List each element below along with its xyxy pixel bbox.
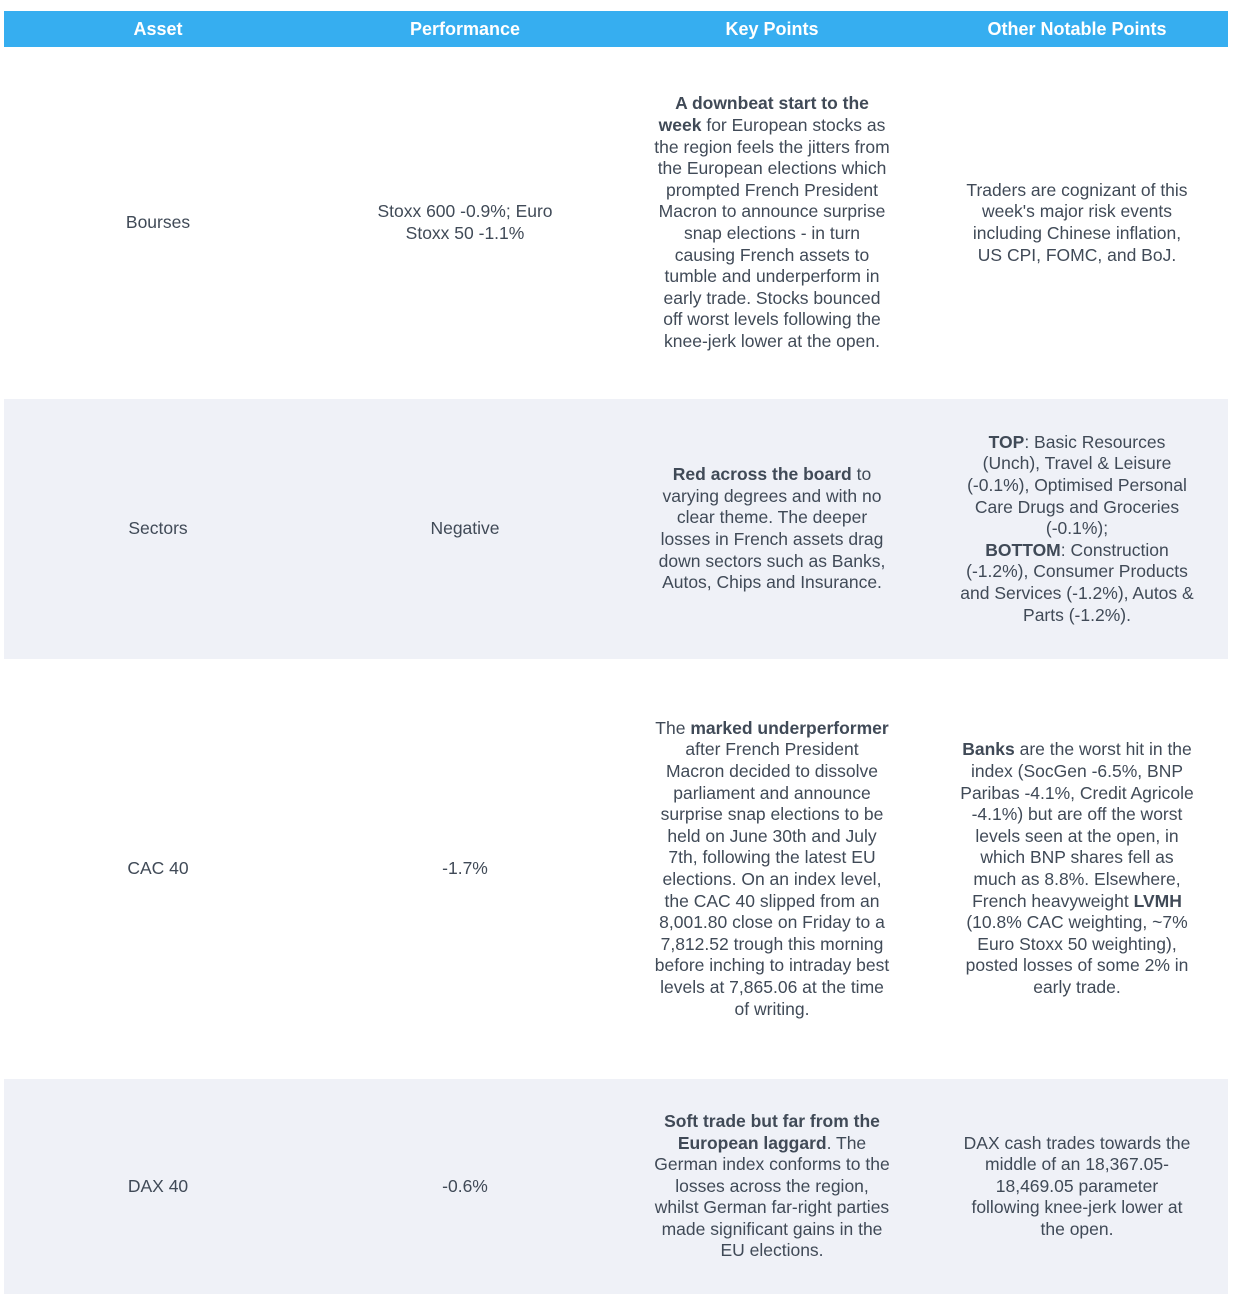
bottom-sectors-text: : Construction (-1.2%), Consumer Products and Services (-1.2%), Autos & Parts (-1.2%). — [960, 539, 1194, 625]
table-body — [4, 47, 1228, 1294]
key-points-cell — [618, 1079, 926, 1294]
other-points-text: Traders are cognizant of this week's major risk events including Chinese inflation, US CPI, FOMC, and BoJ. — [966, 179, 1188, 265]
key-points-text — [654, 93, 890, 352]
lvmh-text: (10.8% CAC weighting, ~7% Euro Stoxx 50 weighting), posted losses of some 2% in early trade. — [965, 912, 1189, 997]
other-points-text — [960, 739, 1194, 998]
performance-cell — [312, 1079, 618, 1294]
key-points-emphasis: marked underperformer — [690, 717, 889, 738]
performance-text: Stoxx 600 -0.9%; Euro Stoxx 50 -1.1% — [377, 201, 553, 243]
header-other-points: Other Notable Points — [926, 11, 1228, 47]
performance-cell — [312, 659, 618, 1079]
other-points-cell — [926, 399, 1228, 659]
key-points-emphasis: A downbeat start to the week — [658, 93, 869, 136]
key-points-cell — [618, 659, 926, 1079]
key-points-cell — [618, 399, 926, 659]
asset-cell: Sectors — [4, 399, 312, 659]
table-row — [4, 47, 1228, 399]
performance-cell — [312, 399, 618, 659]
bottom-label: BOTTOM — [985, 539, 1061, 560]
lvmh-emphasis: LVMH — [1133, 890, 1182, 911]
header-performance: Performance — [312, 11, 618, 47]
key-points-body: to varying degrees and with no clear theme. The deeper losses in French assets drag down sectors such as Banks, Autos, Chips and Insurance. — [658, 464, 886, 593]
key-points-body: . The German index conforms to the losses across the region, whilst German far-right parties made significant gains in the EU elections. — [654, 1132, 890, 1261]
other-points-cell — [926, 47, 1228, 399]
table-row — [4, 399, 1228, 659]
other-points-text — [960, 432, 1194, 626]
performance-text: -1.7% — [442, 858, 488, 879]
other-points-cell — [926, 659, 1228, 1079]
banks-text: are the worst hit in the index (SocGen -6.5%, BNP Paribas -4.1%, Credit Agricole -4.1%) but are off the worst levels seen at the open, in which BNP shares fell as much as 8.8%. Elsewhere, French heavyweight — [960, 739, 1194, 911]
header-key-points: Key Points — [618, 11, 926, 47]
asset-cell: CAC 40 — [127, 858, 189, 879]
performance-cell — [312, 47, 618, 399]
banks-emphasis: Banks — [962, 739, 1015, 760]
top-label: TOP — [988, 431, 1025, 452]
key-points-emphasis: Soft trade but far from the European laggard — [664, 1110, 880, 1153]
key-points-cell — [618, 47, 926, 399]
key-points-body: for European stocks as the region feels the jitters from the European elections which prompted French President Macron to announce surprise snap elections - in turn causing French assets to tumble and underperform in early trade. Stocks bounced off worst levels following the knee-jerk lower at the open. — [654, 115, 890, 351]
asset-cell: DAX 40 — [4, 1079, 312, 1294]
other-points-text: DAX cash trades towards the middle of an 18,367.05-18,469.05 parameter following knee-jerk lower at the open. — [963, 1132, 1191, 1239]
key-points-text — [654, 464, 890, 594]
header-asset: Asset — [4, 11, 312, 47]
key-points-emphasis: Red across the board — [672, 464, 852, 485]
other-points-cell — [926, 1079, 1228, 1294]
key-points-prefix: The — [655, 717, 691, 738]
key-points-body: after French President Macron decided to dissolve parliament and announce surprise snap elections to be held on June 30th and July 7th, following the latest EU elections. On an index level, the CAC 40 slipped from an 8,001.80 close on Friday to a 7,812.52 trough this morning before inching to intraday best levels at 7,865.06 at the time of writing. — [654, 739, 890, 1019]
key-points-text — [654, 718, 890, 1020]
performance-text: -0.6% — [442, 1175, 488, 1196]
table-row — [4, 1079, 1228, 1294]
asset-cell: Bourses — [125, 212, 191, 233]
market-summary-table — [4, 11, 1228, 1294]
table-row — [4, 659, 1228, 1079]
performance-text: Negative — [430, 518, 500, 539]
table-header — [4, 11, 1228, 47]
top-sectors-text: : Basic Resources (Unch), Travel & Leisure (-0.1%), Optimised Personal Care Drugs and Groceries (-0.1%); — [967, 431, 1187, 539]
key-points-text — [654, 1111, 890, 1262]
header-row — [4, 11, 1228, 47]
